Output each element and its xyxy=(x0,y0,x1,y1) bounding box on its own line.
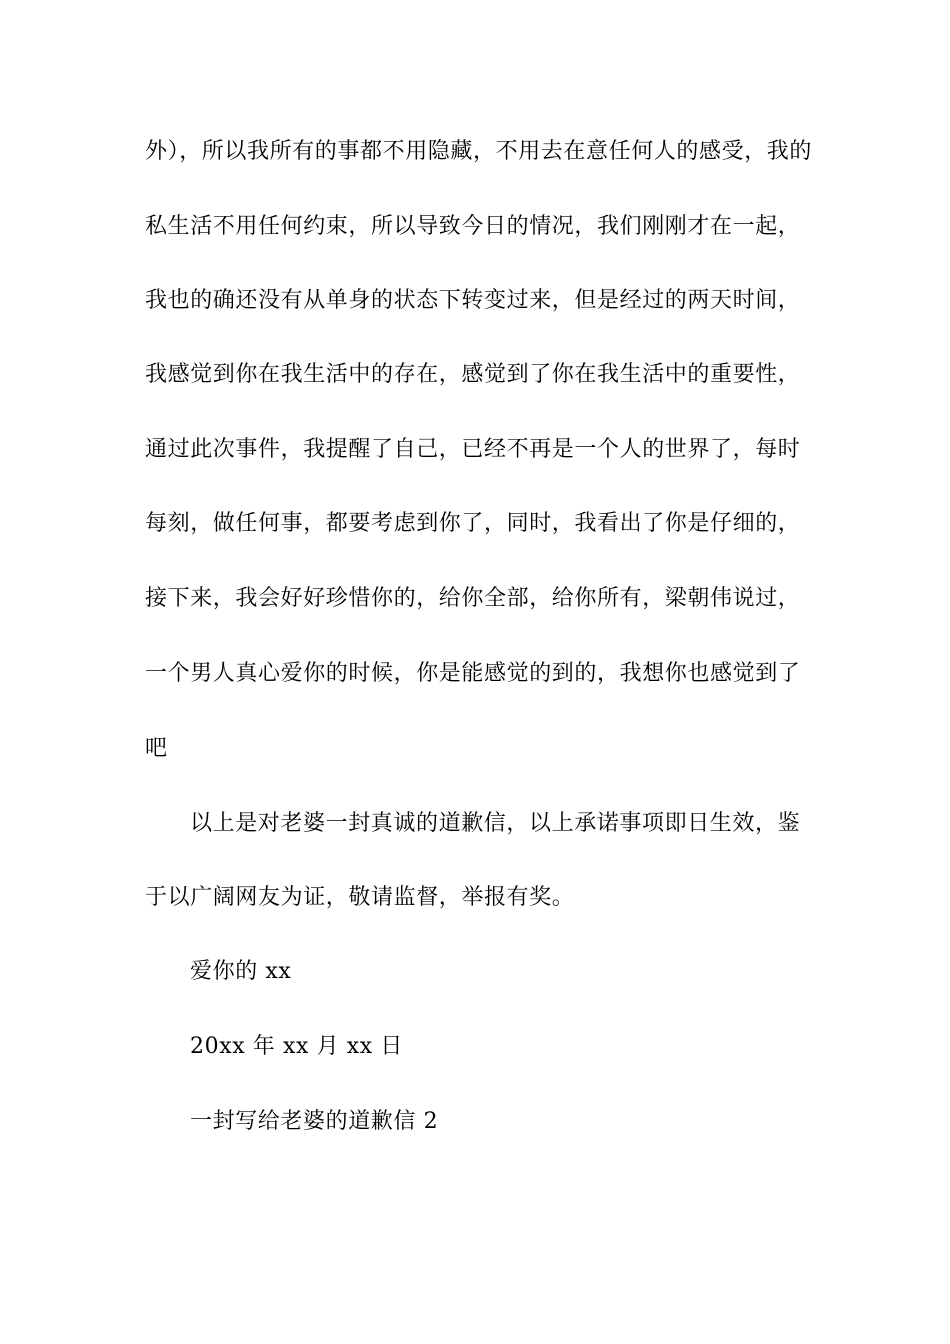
text-line: 私生活不用任何约束，所以导致今日的情况，我们刚刚才在一起， xyxy=(145,214,801,239)
text-line: 吧 xyxy=(145,736,168,761)
text-line: 以上是对老婆一封真诚的道歉信，以上承诺事项即日生效，鉴 xyxy=(190,811,801,836)
text-line: 一个男人真心爱你的时候，你是能感觉的到的，我想你也感觉到了 xyxy=(145,661,801,686)
date-line: 20xx 年 xx 月 xx 日 xyxy=(190,1034,404,1059)
text-line: 每刻，做任何事，都要考虑到你了，同时，我看出了你是仔细的， xyxy=(145,511,801,536)
text-line: 我也的确还没有从单身的状态下转变过来，但是经过的两天时间， xyxy=(145,288,801,313)
section-title: 一封写给老婆的道歉信 2 xyxy=(190,1109,439,1134)
text-line: 通过此次事件，我提醒了自己，已经不再是一个人的世界了，每时 xyxy=(145,437,801,462)
text-line: 接下来，我会好好珍惜你的，给你全部，给你所有，梁朝伟说过， xyxy=(145,586,801,611)
text-line: 外），所以我所有的事都不用隐藏，不用去在意任何人的感受，我的 xyxy=(145,139,813,164)
text-line: 于以广阔网友为证，敬请监督，举报有奖。 xyxy=(145,885,575,910)
text-line: 我感觉到你在我生活中的存在，感觉到了你在我生活中的重要性， xyxy=(145,362,801,387)
signature: 爱你的 xx xyxy=(190,959,292,984)
